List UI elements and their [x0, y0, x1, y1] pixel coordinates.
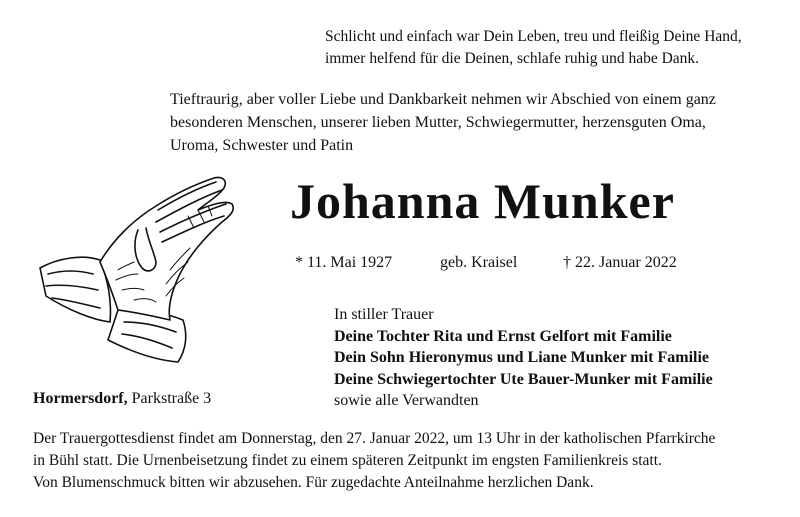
- mourners-closing: sowie alle Verwandten: [334, 392, 479, 409]
- intro-line: Tieftraurig, aber voller Liebe und Dankbarkeit nehmen wir Abschied von einem ganz: [170, 91, 716, 108]
- address: [33, 388, 211, 410]
- deceased-name: Johanna Munker: [290, 173, 675, 229]
- notice-line: Der Trauergottesdienst findet am Donnerstag, den 27. Januar 2022, um 13 Uhr in der katholischen Pfarrkirche: [33, 430, 716, 447]
- notice-line: in Bühl statt. Die Urnenbeisetzung findet zu einem späteren Zeitpunkt im engsten Familienkreis statt.: [33, 452, 662, 469]
- address-place: Hormersdorf,: [33, 390, 128, 407]
- funeral-notice: [33, 428, 783, 494]
- poem-line: immer helfend für die Deinen, schlafe ruhig und habe Dank.: [325, 50, 700, 67]
- poem-line: Schlicht und einfach war Dein Leben, treu und fleißig Deine Hand,: [325, 28, 742, 45]
- mourner-family: Deine Tochter Rita und Ernst Gelfort mit Familie: [334, 327, 672, 345]
- praying-hands-icon: [38, 170, 288, 365]
- intro-line: besonderen Menschen, unserer lieben Mutter, Schwiegermutter, herzensguten Oma,: [170, 114, 706, 131]
- maiden-name: geb. Kraisel: [440, 254, 518, 271]
- intro-line: Uroma, Schwester und Patin: [170, 137, 354, 154]
- mourner-family: Deine Schwiegertochter Ute Bauer-Munker mit Familie: [334, 370, 713, 388]
- death-date: † 22. Januar 2022: [563, 254, 677, 271]
- mourners-list: [334, 304, 784, 412]
- intro-text: [170, 88, 780, 157]
- notice-line: Von Blumenschmuck bitten wir abzusehen. Für zugedachte Anteilnahme herzlichen Dank.: [33, 474, 594, 491]
- mourner-family: Dein Sohn Hieronymus und Liane Munker mit Familie: [334, 349, 710, 366]
- mourners-intro: In stiller Trauer: [334, 306, 434, 323]
- birth-date: * 11. Mai 1927: [295, 254, 393, 271]
- address-street: Parkstraße 3: [131, 390, 212, 407]
- poem-verse: [325, 26, 785, 70]
